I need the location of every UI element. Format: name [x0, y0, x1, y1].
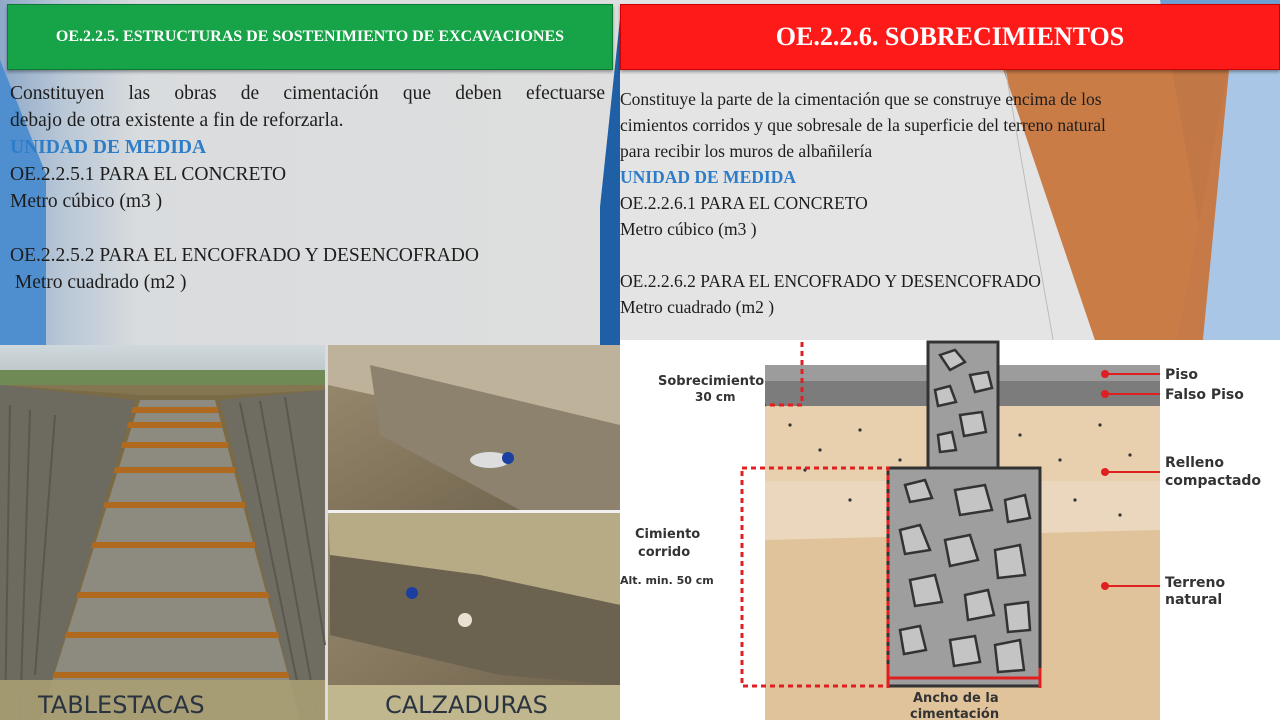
- left-spacer: [10, 215, 605, 242]
- left-unit-heading: UNIDAD DE MEDIDA: [10, 137, 207, 158]
- cross-section-diagram: [620, 340, 1280, 720]
- right-section-header: [620, 4, 1280, 70]
- label-falso-piso: Falso Piso: [1165, 387, 1244, 403]
- right-intro-line1: Constituye la parte de la cimentación que se construye encima de los: [620, 89, 1102, 109]
- right-item1-title: OE.2.2.6.1 PARA EL CONCRETO: [620, 193, 868, 213]
- label-sobrecimiento-height: 30 cm: [695, 390, 736, 404]
- label-compactado: compactado: [1165, 473, 1262, 489]
- label-sobrecimiento: Sobrecimiento: [658, 374, 765, 389]
- left-body-text: [10, 80, 605, 296]
- left-header-title: OE.2.2.5. ESTRUCTURAS DE SOSTENIMIENTO DE EXCAVACIONES: [55, 28, 565, 45]
- right-unit-heading: UNIDAD DE MEDIDA: [620, 167, 796, 187]
- right-body-text: [620, 86, 1255, 320]
- label-cimiento: Cimiento: [635, 527, 701, 542]
- left-intro-line1: Constituyen las obras de cimentación que deben efectuarse: [10, 83, 605, 104]
- calzaduras-photo: [328, 345, 620, 720]
- left-section-header: [7, 4, 613, 70]
- left-item1-title: OE.2.2.5.1 PARA EL CONCRETO: [10, 164, 287, 185]
- sobrecimiento-diagram: [620, 340, 1280, 720]
- left-intro-line2: debajo de otra existente a fin de reforzarla.: [10, 110, 344, 131]
- right-item1-unit: Metro cúbico (m3 ): [620, 219, 757, 239]
- right-item2-unit: Metro cuadrado (m2 ): [620, 297, 775, 317]
- right-header-title: OE.2.2.6. SOBRECIMIENTOS: [775, 22, 1125, 51]
- right-intro-line2: cimientos corridos y que sobresale de la superficie del terreno natural: [620, 115, 1106, 135]
- label-cimentacion: cimentación: [910, 707, 1000, 720]
- label-piso: Piso: [1165, 367, 1199, 383]
- right-item2-title: OE.2.2.6.2 PARA EL ENCOFRADO Y DESENCOFRADO: [620, 271, 1041, 291]
- left-item2-unit: Metro cuadrado (m2 ): [10, 272, 187, 293]
- tablestacas-caption: TABLESTACAS: [38, 691, 205, 719]
- right-intro-line3: para recibir los muros de albañilería: [620, 141, 873, 161]
- label-ancho: Ancho de la: [913, 691, 999, 706]
- label-terreno: Terreno: [1165, 575, 1226, 591]
- tablestacas-photo: [0, 345, 325, 720]
- label-corrido: corrido: [638, 545, 691, 560]
- left-item1-unit: Metro cúbico (m3 ): [10, 191, 163, 212]
- right-spacer: [620, 242, 1255, 268]
- label-natural: natural: [1165, 592, 1223, 608]
- excavation-photos: [0, 345, 620, 720]
- label-alt-min: Alt. min. 50 cm: [620, 574, 714, 587]
- calzaduras-caption: CALZADURAS: [385, 691, 548, 719]
- label-relleno: Relleno: [1165, 455, 1224, 471]
- photo-collage: [0, 345, 620, 720]
- left-item2-title: OE.2.2.5.2 PARA EL ENCOFRADO Y DESENCOFRADO: [10, 245, 479, 266]
